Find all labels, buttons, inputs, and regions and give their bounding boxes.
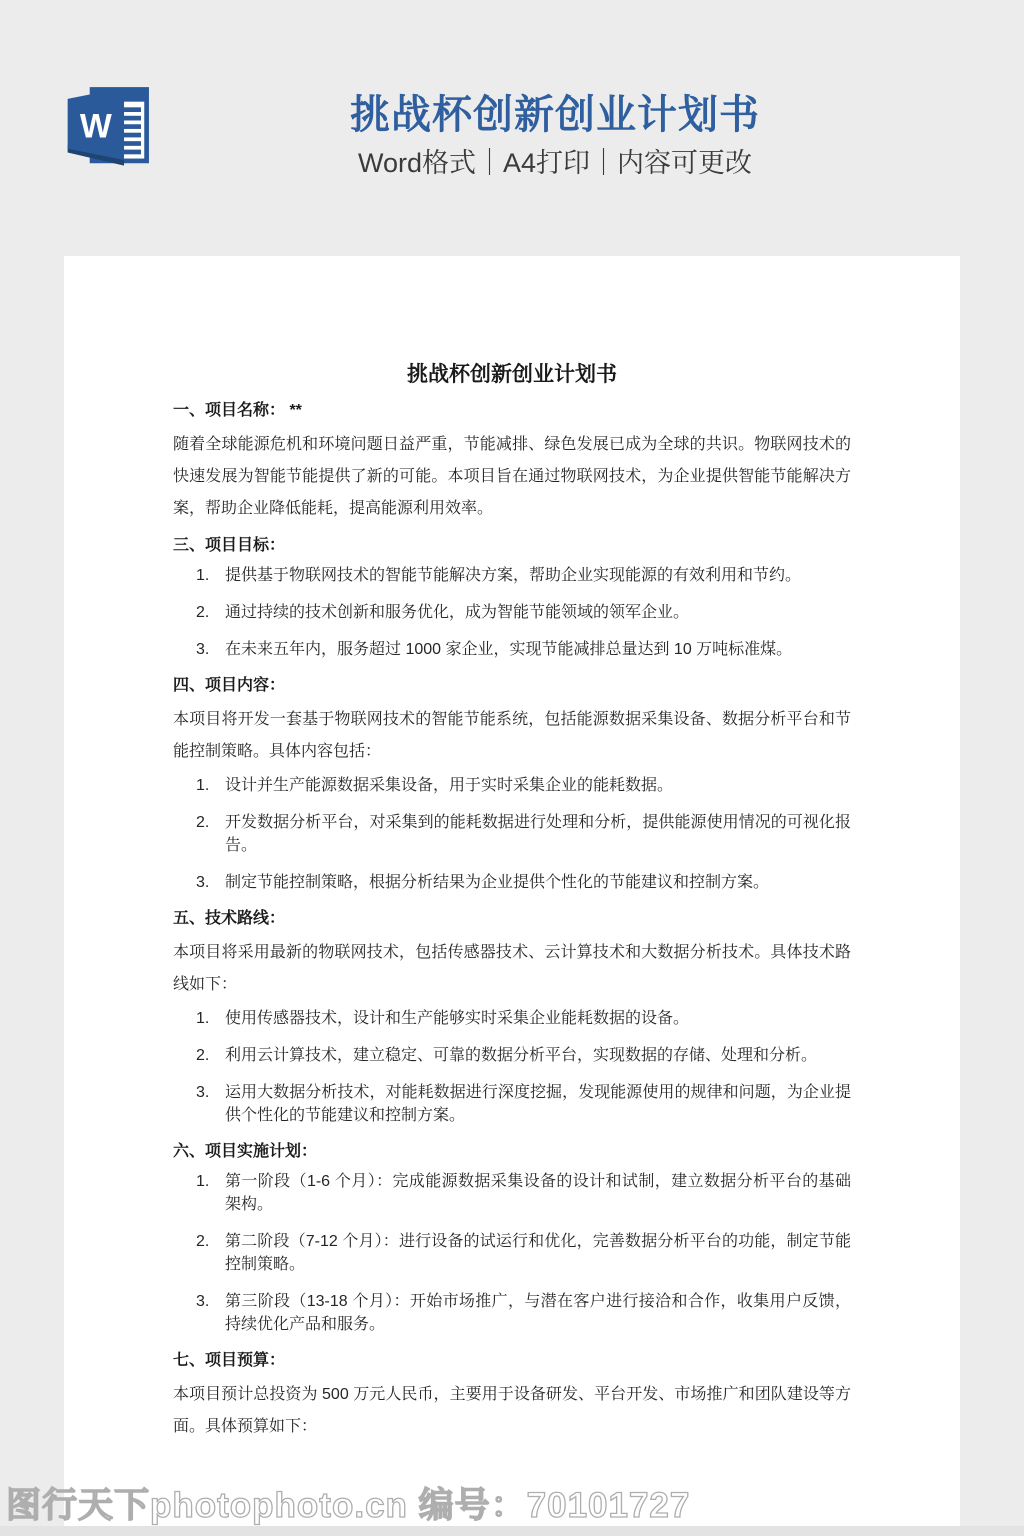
section-heading: 六、项目实施计划： — [173, 1143, 318, 1160]
list-item-text: 运用大数据分析技术，对能耗数据进行深度挖掘，发现能源使用的规律和问题，为企业提供个性化的节能建议和控制方案。 — [225, 1084, 851, 1124]
list-item-text: 利用云计算技术，建立稳定、可靠的数据分析平台，实现数据的存储、处理和分析。 — [225, 1047, 818, 1064]
list-item — [173, 774, 851, 797]
section-list — [173, 1007, 851, 1127]
section-list — [173, 1170, 851, 1336]
section-heading: 七、项目预算： — [173, 1352, 286, 1369]
list-item-text: 通过持续的技术创新和服务优化，成为智能节能领域的领军企业。 — [225, 604, 690, 621]
section-project-budget — [173, 1350, 851, 1443]
word-icon-letter: W — [79, 107, 112, 146]
list-item-text: 设计并生产能源数据采集设备，用于实时采集企业的能耗数据。 — [225, 777, 674, 794]
list-item-number: 1. — [196, 777, 210, 794]
list-item-number: 1. — [196, 1010, 210, 1027]
list-item-text: 提供基于物联网技术的智能节能解决方案，帮助企业实现能源的有效利用和节约。 — [225, 567, 802, 584]
list-item — [173, 601, 851, 624]
section-paragraph: 随着全球能源危机和环境问题日益严重，节能减排、绿色发展已成为全球的共识。物联网技术的快速发展为智能节能提供了新的可能。本项目旨在通过物联网技术，为企业提供智能节能解决方案，帮助企业降低能耗，提高能源利用效率。 — [173, 436, 851, 517]
list-item-number: 3. — [196, 1084, 210, 1101]
section-heading: 四、项目内容： — [173, 677, 286, 694]
section-paragraph: 本项目将采用最新的物联网技术，包括传感器技术、云计算技术和大数据分析技术。具体技术路线如下： — [173, 944, 851, 993]
section-paragraph: 本项目将开发一套基于物联网技术的智能节能系统，包括能源数据采集设备、数据分析平台和节能控制策略。具体内容包括： — [173, 711, 851, 760]
section-heading: 三、项目目标： — [173, 537, 286, 554]
list-item — [173, 1230, 851, 1276]
document-page — [64, 256, 960, 1526]
section-project-name — [173, 400, 851, 525]
list-item-number: 2. — [196, 1233, 210, 1250]
header-subtitle: Word格式｜A4打印｜内容可更改 — [357, 148, 753, 178]
list-item — [173, 811, 851, 857]
list-item-text: 在未来五年内，服务超过 1000 家企业，实现节能减排总量达到 10 万吨标准煤。 — [225, 641, 793, 658]
list-item — [173, 1290, 851, 1336]
list-item — [173, 564, 851, 587]
list-item — [173, 1170, 851, 1216]
list-item — [173, 1044, 851, 1067]
header — [0, 0, 1024, 256]
section-paragraph: 本项目预计总投资为 500 万元人民币，主要用于设备研发、平台开发、市场推广和团队建设等方面。具体预算如下： — [173, 1386, 851, 1435]
list-item — [173, 1081, 851, 1127]
list-item — [173, 638, 851, 661]
list-item-text: 开发数据分析平台，对采集到的能耗数据进行处理和分析，提供能源使用情况的可视化报告。 — [225, 814, 851, 854]
list-item-text: 第三阶段（13-18 个月）：开始市场推广，与潜在客户进行接洽和合作，收集用户反馈，持续优化产品和服务。 — [225, 1293, 851, 1333]
list-item-number: 2. — [196, 814, 210, 831]
section-heading: 五、技术路线： — [173, 910, 286, 927]
list-item-number: 2. — [196, 604, 210, 621]
section-implementation-plan — [173, 1141, 851, 1336]
watermark-text: 图行天下photophoto.cn 编号：70101727 — [6, 1486, 691, 1525]
list-item — [173, 871, 851, 894]
list-item-number: 3. — [196, 1293, 210, 1310]
list-item-number: 2. — [196, 1047, 210, 1064]
section-project-goals — [173, 535, 851, 661]
header-titles — [86, 92, 1024, 178]
list-item-text: 第二阶段（7-12 个月）：进行设备的试运行和优化，完善数据分析平台的功能，制定节能控制策略。 — [225, 1233, 851, 1273]
section-technical-route — [173, 908, 851, 1127]
list-item-text: 制定节能控制策略，根据分析结果为企业提供个性化的节能建议和控制方案。 — [225, 874, 770, 891]
list-item-number: 3. — [196, 641, 210, 658]
section-list — [173, 774, 851, 894]
list-item-number: 1. — [196, 1173, 210, 1190]
list-item-number: 3. — [196, 874, 210, 891]
header-title: 挑战杯创新创业计划书 — [350, 93, 760, 137]
section-project-content — [173, 675, 851, 894]
list-item-number: 1. — [196, 567, 210, 584]
section-heading: 一、项目名称： ** — [173, 402, 302, 419]
section-list — [173, 564, 851, 661]
list-item — [173, 1007, 851, 1030]
list-item-text: 第一阶段（1-6 个月）：完成能源数据采集设备的设计和试制，建立数据分析平台的基础架构。 — [225, 1173, 851, 1213]
document-title: 挑战杯创新创业计划书 — [407, 363, 617, 386]
list-item-text: 使用传感器技术，设计和生产能够实时采集企业能耗数据的设备。 — [225, 1010, 690, 1027]
